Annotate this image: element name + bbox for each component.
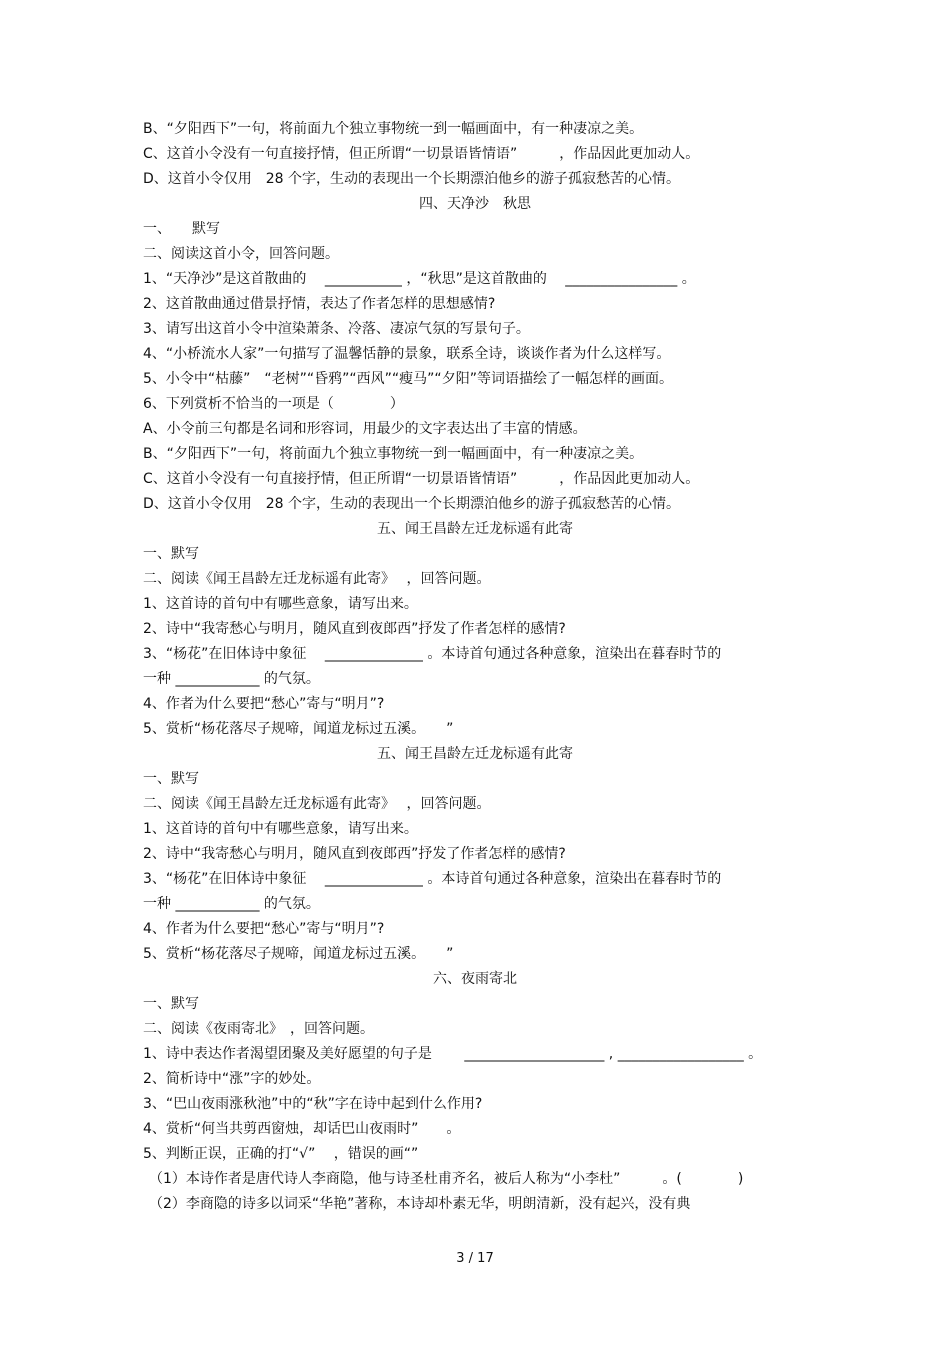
question-line: 一种 ____________ 的气氛。 — [143, 671, 320, 687]
question-line: 2、这首散曲通过借景抒情，表达了作者怎样的思想感情? — [143, 296, 496, 312]
option-line: C、这首小令没有一句直接抒情，但正所谓“一切景语皆情语” ，作品因此更加动人。 — [143, 471, 700, 487]
text-line: 一、 默写 — [143, 221, 220, 237]
question-line: 5、判断正误，正确的打“√” ，错误的画“” — [143, 1146, 419, 1162]
question-line: 4、赏析“何当共剪西窗烛，却话巴山夜雨时” 。 — [143, 1121, 461, 1137]
question-line: 3、“巴山夜雨涨秋池”中的“秋”字在诗中起到什么作用? — [143, 1096, 483, 1112]
text-line: 一、默写 — [143, 771, 199, 787]
question-line: 4、作者为什么要把“愁心”寄与“明月”? — [143, 696, 385, 712]
question-line: 4、作者为什么要把“愁心”寄与“明月”? — [143, 921, 385, 937]
section-heading: 四、天净沙 秋思 — [419, 196, 531, 212]
question-line: 5、赏析“杨花落尽子规啼，闻道龙标过五溪。 ” — [143, 721, 454, 737]
option-line: B、“夕阳西下”一句，将前面九个独立事物统一到一幅画面中，有一种凄凉之美。 — [143, 446, 644, 462]
question-line: 一种 ____________ 的气氛。 — [143, 896, 320, 912]
judgement-item: （2）李商隐的诗多以词采“华艳”著称，本诗却朴素无华，明朗清新，没有起兴，没有典 — [149, 1196, 691, 1212]
text-line: 一、默写 — [143, 996, 199, 1012]
question-line: 4、“小桥流水人家”一句描写了温馨恬静的景象，联系全诗，谈谈作者为什么这样写。 — [143, 346, 671, 362]
question-line: 1、诗中表达作者渴望团聚及美好愿望的句子是 ____________________ , __________________ 。 — [143, 1046, 763, 1062]
question-line: 3、请写出这首小令中渲染萧条、冷落、凄凉气氛的写景句子。 — [143, 321, 530, 337]
question-line: 3、“杨花”在旧体诗中象征 ______________ 。本诗首句通过各种意象，渲染出在暮春时节的 — [143, 871, 722, 887]
option-line: D、这首小令仅用 28 个字，生动的表现出一个长期漂泊他乡的游子孤寂愁苦的心情。 — [143, 496, 681, 512]
question-line: 6、下列赏析不恰当的一项是（ ） — [143, 396, 404, 412]
section-heading: 五、闻王昌龄左迁龙标遥有此寄 — [377, 521, 573, 537]
text-line: B、“夕阳西下”一句，将前面九个独立事物统一到一幅画面中，有一种凄凉之美。 — [143, 121, 644, 137]
judgement-item: （1）本诗作者是唐代诗人李商隐，他与诗圣杜甫齐名，被后人称为“小李杜” 。( ) — [149, 1171, 744, 1187]
section-heading: 六、夜雨寄北 — [433, 971, 517, 987]
option-line: A、小令前三句都是名词和形容词，用最少的文字表达出了丰富的情感。 — [143, 421, 587, 437]
text-line: 二、阅读《闻王昌龄左迁龙标遥有此寄》 ，回答问题。 — [143, 571, 491, 587]
question-line: 1、这首诗的首句中有哪些意象，请写出来。 — [143, 821, 418, 837]
question-line: 2、诗中“我寄愁心与明月，随风直到夜郎西”抒发了作者怎样的感情? — [143, 846, 566, 862]
question-line: 5、小令中“枯藤” “老树”“昏鸦”“西风”“瘦马”“夕阳”等词语描绘了一幅怎样的画面。 — [143, 371, 673, 387]
text-line: D、这首小令仅用 28 个字，生动的表现出一个长期漂泊他乡的游子孤寂愁苦的心情。 — [143, 171, 681, 187]
question-line: 5、赏析“杨花落尽子规啼，闻道龙标过五溪。 ” — [143, 946, 454, 962]
question-line: 1、这首诗的首句中有哪些意象，请写出来。 — [143, 596, 418, 612]
text-line: 一、默写 — [143, 546, 199, 562]
section-heading: 五、闻王昌龄左迁龙标遥有此寄 — [377, 746, 573, 762]
text-line: 二、阅读《夜雨寄北》 ，回答问题。 — [143, 1021, 374, 1037]
text-line: 二、阅读这首小令，回答问题。 — [143, 246, 339, 262]
question-line: 1、“天净沙”是这首散曲的 ___________ ，“秋思”是这首散曲的 ________________ 。 — [143, 271, 696, 287]
question-line: 3、“杨花”在旧体诗中象征 ______________ 。本诗首句通过各种意象，渲染出在暮春时节的 — [143, 646, 722, 662]
question-line: 2、简析诗中“涨”字的妙处。 — [143, 1071, 321, 1087]
page-number: 3 / 17 — [456, 1251, 494, 1266]
text-line: C、这首小令没有一句直接抒情，但正所谓“一切景语皆情语” ，作品因此更加动人。 — [143, 146, 700, 162]
text-line: 二、阅读《闻王昌龄左迁龙标遥有此寄》 ，回答问题。 — [143, 796, 491, 812]
question-line: 2、诗中“我寄愁心与明月，随风直到夜郎西”抒发了作者怎样的感情? — [143, 621, 566, 637]
